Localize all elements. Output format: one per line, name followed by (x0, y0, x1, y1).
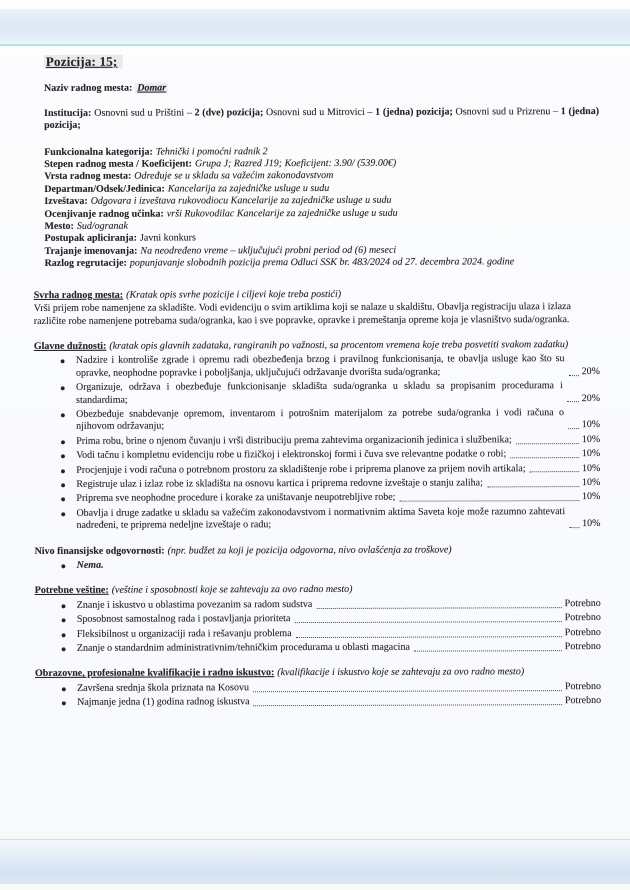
bullet-icon: ● (60, 629, 67, 640)
duty-percent: 10% (581, 433, 601, 445)
dot-leader (510, 457, 579, 458)
detail-value: Tehnički i pomoćni radnik 2 (155, 145, 268, 158)
requirement-level: Potrebno (564, 680, 602, 692)
finansije-list (35, 558, 601, 572)
bullet-icon: ● (60, 451, 66, 462)
education-text: Najmanje jedna (1) godina radnog iskustva (77, 696, 250, 709)
bullet-icon: ● (61, 698, 67, 709)
detail-row-razlog-regrutacije (45, 256, 600, 270)
dot-leader (414, 650, 562, 652)
duty-item (34, 353, 600, 380)
dot-leader (569, 527, 579, 528)
bullet-icon: ● (60, 479, 66, 490)
duty-item (34, 407, 600, 434)
duty-text: Registruje ulaz i izlaz robe iz skladišta na osnovu kartica i priprema redovne izveštaje o stanju zaliha; (76, 477, 483, 490)
requirement-level: Potrebno (564, 641, 601, 653)
duty-text: Obezbeđuje snabdevanje opremom, inventarom i potrošnim materijalom za potrebe suda/ogranka i vodi računa o njihovom održavanju; (76, 407, 564, 433)
bullet-icon: ● (60, 560, 67, 571)
duty-text: Obavlja i druge zadatke u skladu sa važećim zakonodavstvom i normativnim aktima Saveta koje može razumno zahtevati nadređeni, te priprema nedeljne izveštaje o radu; (76, 505, 566, 532)
duty-text: Nadzire i kontroliše zgrade i opremu radi obezbeđenja brzog i pravilnog funkcionisanja, te obavlja usluge kao što su opravke, neophodne popravke i poboljšanja, uključujući održavanje dvorišta suda/ogranka; (75, 353, 565, 379)
duties-list (34, 353, 601, 532)
duty-text: Procjenjuje i vodi računa o potrebnom prostoru za skladištenje robe i priprema planove za prijem novih artikala; (76, 462, 526, 476)
section-vestine (35, 583, 601, 655)
bullet-icon: ● (60, 436, 66, 447)
detail-label: Postupak apliciranja: (44, 233, 138, 245)
detail-value: Određuje se u skladu sa važećim zakonodavstvom (134, 170, 334, 183)
duty-item (34, 463, 600, 477)
section-finansije-title: Nivo finansijske odgovornosti: (34, 545, 165, 557)
skills-list (35, 598, 601, 656)
education-item (35, 681, 601, 695)
section-vestine-head (35, 583, 601, 597)
section-finansije-hint: (npr. budžet za koji je pozicija odgovorna, nivo ovlašćenja za troškove) (167, 544, 452, 557)
detail-label: Izveštava: (44, 196, 88, 208)
requirement-level: Potrebno (564, 612, 601, 624)
duty-percent: 10% (581, 419, 601, 431)
requirement-level: Potrebno (564, 695, 602, 707)
section-obrazovanje-title: Obrazovne, profesionalne kvalifikacije i radno iskustvo: (34, 667, 275, 680)
bullet-icon: ● (59, 356, 66, 367)
duty-percent: 20% (581, 365, 600, 377)
bullet-icon: ● (59, 383, 66, 394)
section-svrha (34, 288, 600, 328)
institution-seg3: Osnovni sud u Prizrenu – (452, 105, 561, 118)
education-text: Završena srednja škola priznata na Kosovu (77, 682, 249, 694)
section-duznosti-title: Glavne dužnosti: (33, 340, 107, 352)
detail-value: Kancelarija za zajedničke usluge u sudu (167, 182, 330, 195)
job-details-block (44, 145, 599, 271)
duty-percent: 10% (581, 476, 601, 489)
duty-text: Vodi tačnu i kompletnu evidenciju robe u fizičkoj i elektronskoj formi i čuva sve relevantne podatke o robi; (76, 448, 507, 461)
bullet-icon: ● (60, 465, 66, 476)
duty-text: Organizuje, održava i obezbeđuje funkcionisanje skladišta suda/ogranka u skladu sa propisanim procedurama i standardima; (75, 380, 563, 406)
dot-leader (253, 690, 562, 692)
section-svrha-title: Svrha radnog mesta: (33, 289, 124, 301)
institution-seg2: Osnovni sud u Mitrovici – (263, 106, 376, 118)
position-title: Pozicija: 15; (44, 55, 123, 70)
skill-text: Znanje i iskustvo u oblastima povezanim sa radom sudstva (76, 598, 313, 611)
section-obrazovanje-hint: (kvalifikacije i iskustvo koje se zahtevaju za ovo radno mesto) (277, 666, 525, 679)
dot-leader (254, 704, 562, 706)
section-finansije (35, 544, 601, 573)
section-vestine-title: Potrebne veštine: (34, 585, 109, 597)
detail-value: Javni konkurs (139, 232, 196, 245)
section-duznosti-head (34, 339, 600, 353)
institution-label: Institucija: (44, 107, 92, 119)
detail-value: vrši Rukovodilac Kancelarije za zajedničke usluge u sudu (166, 207, 398, 220)
section-svrha-head (34, 288, 600, 302)
duty-item (34, 477, 600, 491)
institution-seg3-count: 1 (jedna) pozicija; (44, 105, 600, 132)
requirement-level: Potrebno (564, 626, 601, 638)
job-title-label: Naziv radnog mesta: (43, 83, 133, 95)
duty-item (34, 491, 600, 505)
bullet-icon: ● (60, 600, 67, 611)
skill-item (35, 641, 601, 655)
detail-value: Odgovara i izveštava rukovodiocu Kancelarije za zajedničke usluge u sudu (90, 194, 392, 208)
finansije-text: Nema. (76, 559, 104, 571)
scan-top-band (0, 9, 630, 46)
institution-seg1-count: 2 (dve) pozicija; (194, 106, 264, 119)
dot-leader (568, 428, 579, 429)
duty-item (34, 434, 600, 448)
education-list (35, 681, 601, 710)
detail-label: Stepen radnog mesta / Koeficijent: (44, 158, 193, 170)
skill-text: Znanje o standardnim administrativnim/tehničkim procedurama u oblasti magacina (76, 641, 410, 654)
section-duznosti-hint: (kratak opis glavnih zadataka, rangiranih po važnosti, sa procentom vremena koje treba posvetiti svakom zadatku) (109, 339, 569, 352)
dot-leader (294, 621, 561, 623)
section-svrha-hint: (Kratak opis svrhe pozicije i ciljevi koje treba postići) (126, 288, 342, 301)
scan-bottom-band (0, 836, 630, 884)
detail-label: Mesto: (44, 220, 74, 233)
detail-label: Departman/Odsek/Jedinica: (44, 183, 165, 195)
document-content (33, 49, 601, 723)
duty-percent: 10% (582, 491, 601, 503)
requirement-level: Potrebno (564, 597, 601, 609)
section-obrazovanje-head (35, 666, 601, 680)
job-title-value: Domar (137, 82, 167, 95)
section-svrha-body: Vrši prijem robe namenjene za skladište. Vodi evidenciju o svim artiklima koji se nalaze u skaldištu. Obavlja registraciju ulaza i izlaza različite robe namenjene potrebama suda/ogranka, kao i sve popravke, opravke i premeštanja opreme koja je vlasništvo suda/ogranka. (33, 301, 571, 327)
institution-field (44, 106, 599, 133)
dot-leader (569, 375, 579, 376)
skill-text: Sposobnost samostalnog rada i postavljanja prioriteta (76, 613, 291, 626)
duty-text: Priprema sve neophodne procedure i korake za uništavanje neupotrebljive robe; (76, 492, 396, 505)
detail-value: popunjavanje slobodnih pozicija prema Odluci SSK br. 483/2024 od 27. decembra 2024. godine (129, 256, 515, 269)
finansije-item (35, 558, 601, 572)
bullet-icon: ● (60, 494, 66, 505)
skill-item (35, 612, 601, 626)
bullet-icon: ● (60, 508, 66, 519)
section-obrazovanje (35, 666, 601, 709)
bullet-icon: ● (61, 683, 67, 694)
detail-value: Sud/ogranak (76, 220, 129, 232)
skill-item (35, 598, 601, 612)
skill-text: Fleksibilnost u organizaciji rada i rešavanju problema (76, 627, 292, 640)
section-duznosti (34, 339, 601, 533)
institution-seg2-count: 1 (jedna) pozicija; (375, 106, 453, 118)
duty-percent: 10% (582, 518, 601, 530)
education-item (35, 695, 601, 709)
duty-item (34, 506, 600, 533)
detail-label: Razlog regrutacije: (44, 257, 127, 270)
duty-item (34, 448, 600, 462)
duty-text: Prima robu, brine o njenom čuvanju i vrši distribuciju prema zahtevima organizacionih jedinica i službenika; (76, 434, 512, 447)
bullet-icon: ● (60, 615, 67, 626)
detail-label: Ocenjivanje radnog učinka: (44, 208, 164, 220)
duty-percent: 10% (581, 448, 601, 460)
section-finansije-head (35, 544, 601, 558)
position-title-row (44, 53, 599, 70)
dot-leader (316, 607, 561, 609)
skill-item (35, 627, 601, 641)
dot-leader (530, 472, 579, 473)
section-vestine-hint: (veštine i sposobnosti koje se zahtevaju za ovo radno mesto) (111, 584, 353, 597)
duty-percent: 20% (581, 392, 601, 404)
detail-label: Vrsta radnog mesta: (44, 171, 132, 183)
duty-percent: 10% (581, 462, 601, 474)
dot-leader (567, 402, 579, 403)
detail-value: Grupa J; Razred J19; Koeficijent: 3.90/ (539.00€) (194, 157, 397, 170)
dot-leader (399, 500, 579, 502)
institution-seg1: Osnovni sud u Prištini – (94, 107, 195, 119)
bullet-icon: ● (60, 409, 66, 420)
duty-item (34, 380, 600, 407)
bullet-icon: ● (60, 643, 67, 654)
job-title-field (44, 81, 599, 95)
detail-value: Na neodređeno vreme – uključujući probni period od (6) meseci (140, 244, 397, 257)
dot-leader (296, 636, 562, 638)
dot-leader (516, 443, 579, 444)
detail-label: Funkcionalna kategorija: (44, 146, 153, 158)
detail-label: Trajanje imenovanja: (44, 245, 138, 257)
dot-leader (487, 486, 579, 487)
